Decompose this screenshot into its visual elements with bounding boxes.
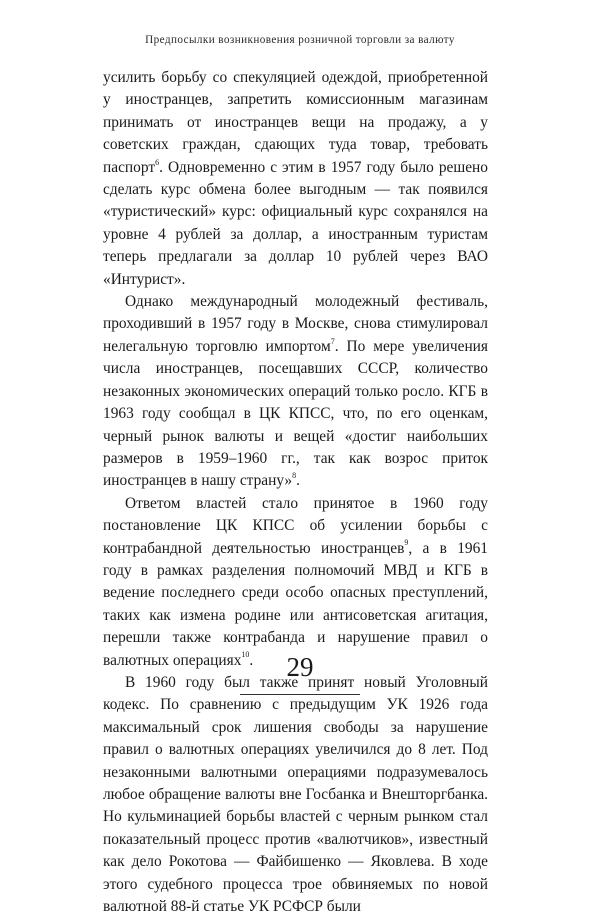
footnote-marker: 10	[241, 650, 250, 660]
page-number: 29	[286, 652, 314, 682]
page-number-rule	[240, 694, 360, 695]
body-text	[103, 67, 488, 918]
paragraph	[103, 672, 488, 918]
footnote-marker: 6	[155, 157, 160, 167]
paragraph-text: , а в 1961 году в рамках разделения полномочий МВД и КГБ в ведение последнего среди особо опасных преступлений, таких как измена родине или антисоветская агитация, перешли также контрабанда и нарушение правил о валютных операциях	[103, 539, 488, 669]
paragraph-text: . По мере увеличения числа иностранцев, посещавших СССР, количество незаконных экономических операций только росло. КГБ в 1963 году сообщал в ЦК КПСС, что, по его оценкам, черный рынок валюты и вещей «достиг наибольших размеров в 1959–1960 гг., так как возрос приток иностранцев в нашу страну»	[103, 337, 488, 490]
paragraph-text: В 1960 году был также принят новый Уголовный кодекс. По сравнению с предыдущим УК 1926 года максимальный срок лишения свободы за нарушение правил о валютных операциях увеличился до 8 лет. Под незаконными валютными операциями подразумевалось любое обращение валюты вне Госбанка и Внешторгбанка. Но кульминацией борьбы властей с черным рынком стал показательный процесс против «валютчиков», известный как дело Рокотова — Файбишенко — Яковлева. В ходе этого судебного процесса трое обвиняемых по новой валютной 88-й статье УК РСФСР были	[103, 673, 488, 916]
paragraph-text: .	[296, 472, 300, 490]
paragraph-text: .	[249, 651, 254, 669]
paragraph	[103, 67, 488, 291]
paragraph	[103, 493, 488, 672]
running-head: Предпосылки возникновения розничной торговли за валюту	[145, 34, 455, 46]
footnote-marker: 9	[404, 538, 409, 548]
footnote-marker: 7	[330, 336, 335, 346]
paragraph-text: Ответом властей стало принятое в 1960 году постановление ЦК КПСС об усилении борьбы с контрабандной деятельностью иностранцев	[103, 494, 488, 557]
paragraph-text: Однако международный молодежный фестиваль, проходивший в 1957 году в Москве, снова стимулировал нелегальную торговлю импортом	[103, 293, 488, 355]
paragraph-text: усилить борьбу со спекуляцией одеждой, приобретенной у иностранцев, запретить комиссионным магазинам принимать от иностранцев вещи на продажу, а у советских граждан, сдающих туда товар, требовать паспорт	[103, 69, 488, 176]
paragraph-text: . Одновременно с этим в 1957 году было решено сделать курс обмена более выгодным — так появился «туристический» курс: официальный курс сохранялся на уровне 4 рублей за доллар, а иностранным туристам теперь предлагали за доллар 10 рублей через ВАО «Интурист».	[103, 158, 488, 288]
footnote-marker: 8	[292, 471, 297, 481]
paragraph	[103, 291, 488, 493]
